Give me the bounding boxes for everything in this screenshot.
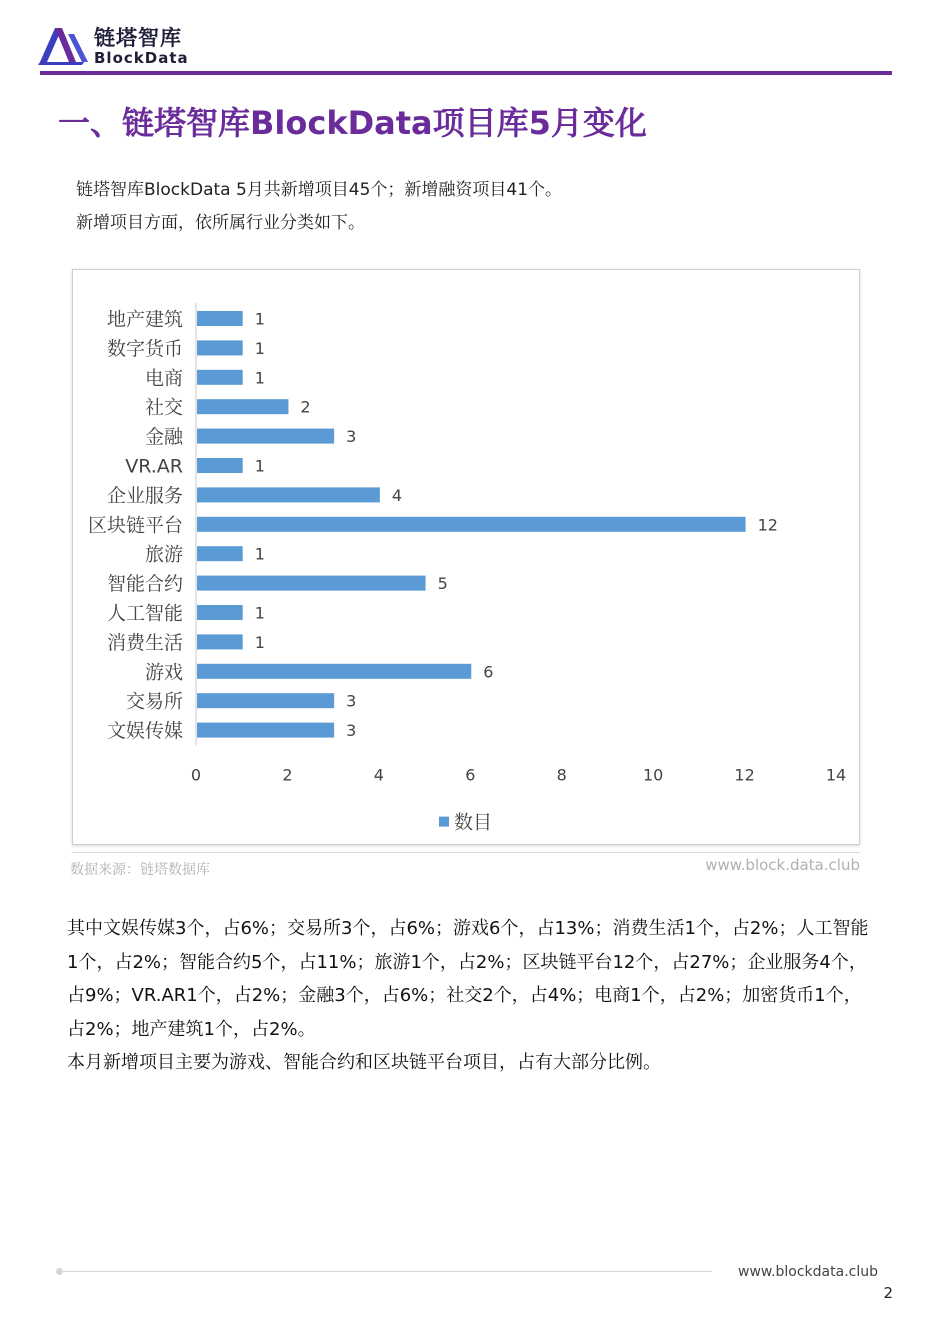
category-label: 电商: [144, 367, 183, 390]
bar: [197, 723, 334, 738]
bar: [197, 546, 243, 561]
bar: [197, 693, 334, 708]
x-tick-label: 6: [465, 765, 476, 785]
intro-line-2: 新增项目方面，依所属行业分类如下。: [76, 213, 365, 233]
bar-chart: [72, 269, 860, 845]
bar: [197, 340, 243, 355]
category-label: 智能合约: [106, 573, 183, 596]
bar: [197, 429, 334, 444]
logo-english-name: BlockData: [94, 49, 189, 67]
category-label: VR.AR: [125, 455, 183, 478]
data-label: 1: [254, 338, 265, 358]
bar: [197, 458, 243, 473]
data-label: 12: [757, 515, 778, 535]
x-tick-label: 2: [282, 765, 293, 785]
data-label: 4: [391, 485, 403, 505]
intro-line-1: 链塔智库BlockData 5月共新增项目45个；新增融资项目41个。: [76, 180, 563, 200]
header-rule: [40, 71, 892, 75]
page-number: 2: [883, 1284, 893, 1302]
data-label: 1: [254, 544, 265, 564]
logo-chinese-name: 链塔智库: [94, 26, 182, 50]
category-label: 人工智能: [106, 602, 183, 625]
bar: [197, 370, 243, 385]
bar: [197, 664, 471, 679]
bar: [197, 634, 243, 649]
chart-divider: [72, 852, 860, 853]
category-label: 旅游: [144, 543, 183, 566]
x-tick-label: 8: [556, 765, 567, 785]
category-label: 企业服务: [106, 484, 183, 507]
x-tick-label: 4: [373, 765, 384, 785]
detail-text: [67, 912, 875, 1080]
category-label: 区块链平台: [87, 514, 183, 537]
bar: [197, 399, 288, 414]
category-label: 文娱传媒: [106, 720, 183, 743]
footer-line: [60, 1271, 712, 1272]
bar: [197, 576, 426, 591]
bar: [197, 311, 243, 326]
bar: [197, 487, 380, 502]
category-label: 地产建筑: [106, 308, 183, 331]
bar: [197, 517, 746, 532]
data-label: 1: [254, 368, 265, 388]
x-tick-label: 14: [825, 765, 847, 785]
data-label: 3: [346, 721, 357, 741]
data-label: 1: [254, 456, 265, 476]
bar-chart-svg: [73, 270, 859, 844]
data-label: 3: [346, 691, 357, 711]
data-label: 3: [346, 427, 357, 447]
blockdata-logo-icon: [38, 22, 90, 66]
category-label: 数字货币: [106, 337, 183, 360]
data-label: 6: [483, 662, 494, 682]
detail-paragraph-1: 其中文娱传媒3个，占6%；交易所3个，占6%；游戏6个，占13%；消费生活1个，占2%；人工智能1个，占2%；智能合约5个，占11%；旅游1个，占2%；区块链平台12个，占27%；企业服务4个，占9%；VR.AR1个，占2%；金融3个，占6%；社交2个，占4%；电商1个，占2%；加密货币1个，占2%；地产建筑1个，占2%。: [67, 918, 869, 1040]
category-label: 交易所: [125, 690, 183, 713]
category-label: 消费生活: [106, 631, 183, 654]
data-label: 2: [300, 397, 311, 417]
legend-swatch: [439, 817, 449, 827]
x-tick-label: 10: [642, 765, 664, 785]
logo: [38, 22, 198, 68]
x-tick-label: 0: [190, 765, 202, 785]
data-source-note: 数据来源：链塔数据库: [70, 862, 210, 878]
data-label: 1: [254, 632, 265, 652]
section-title: 一、链塔智库BlockData项目库5月变化: [58, 104, 647, 142]
source-url: www.block.data.club: [705, 856, 860, 874]
data-label: 5: [437, 574, 448, 594]
x-tick-label: 12: [734, 765, 755, 785]
detail-paragraph-2: 本月新增项目主要为游戏、智能合约和区块链平台项目，占有大部分比例。: [67, 1052, 661, 1073]
bar: [197, 605, 243, 620]
footer-url: www.blockdata.club: [738, 1264, 878, 1280]
category-label: 游戏: [144, 661, 183, 684]
legend-label: 数目: [454, 811, 493, 834]
data-label: 1: [254, 603, 265, 623]
category-label: 金融: [144, 426, 183, 449]
category-label: 社交: [144, 396, 183, 419]
data-label: 1: [254, 309, 265, 329]
